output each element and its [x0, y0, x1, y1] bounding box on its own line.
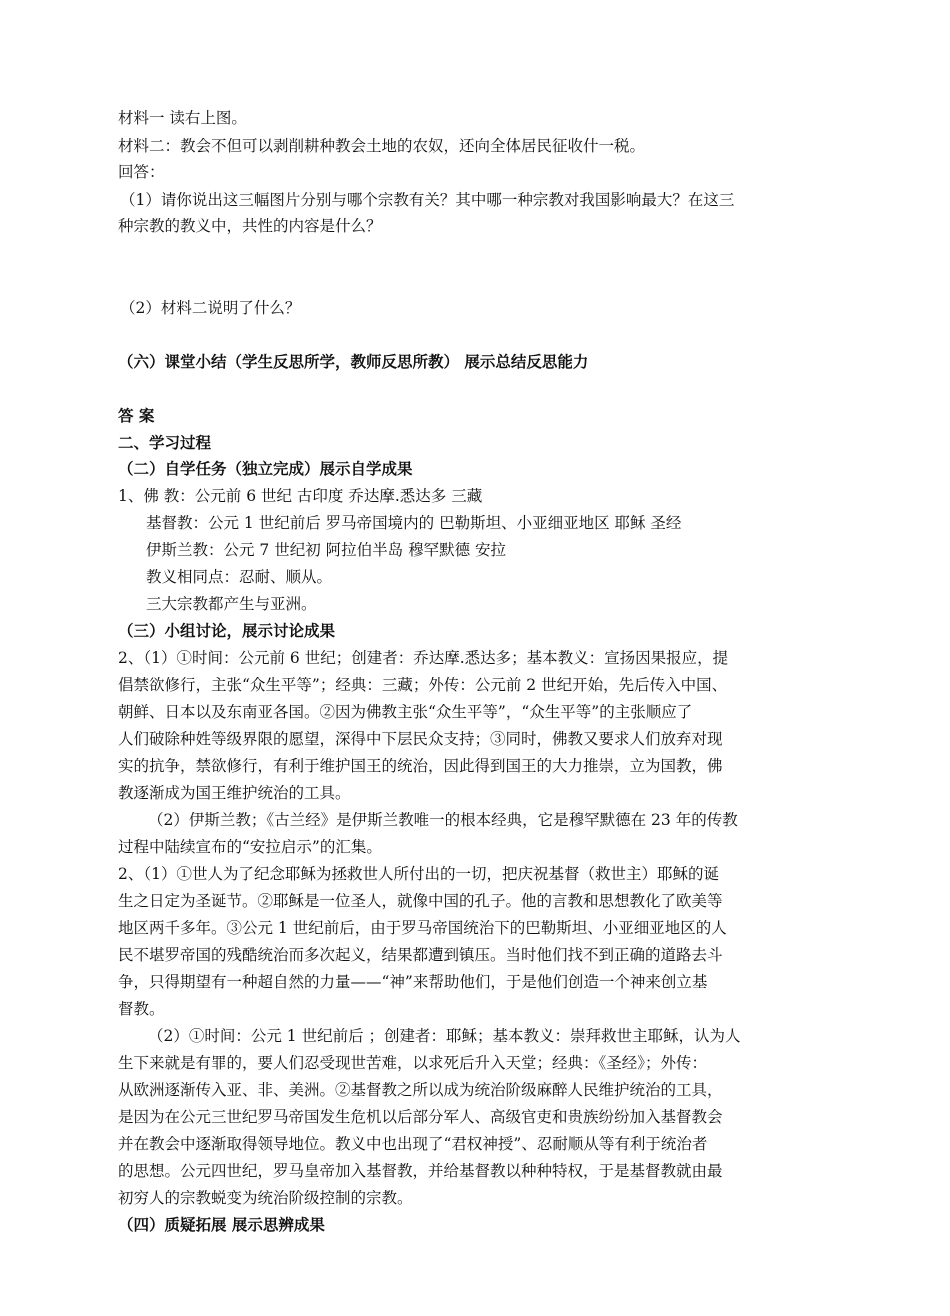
- answer-paragraph-line: 初穷人的宗教蜕变为统治阶级控制的宗教。: [118, 1189, 413, 1207]
- item-1-doctrine-common: 教义相同点：忍耐、顺从。: [146, 568, 333, 586]
- material-two-line: 材料二：教会不但可以剥削耕种教会土地的农奴，还向全体居民征收什一税。: [118, 137, 646, 155]
- answer-paragraph-line: 倡禁欲修行，主张“众生平等”；经典：三藏；外传：公元前 2 世纪开始，先后传入中国、: [118, 676, 728, 694]
- answer-paragraph-line: 督教。: [118, 1000, 165, 1018]
- item-1-origin: 三大宗教都产生与亚洲。: [146, 595, 317, 613]
- question-1-line-1: （1）请你说出这三幅图片分别与哪个宗教有关？其中哪一种宗教对我国影响最大？在这三: [120, 191, 735, 209]
- subsection-heading-self-study: （二）自学任务（独立完成）展示自学成果: [118, 459, 413, 478]
- answer-paragraph-line: 教逐渐成为国王维护统治的工具。: [118, 784, 351, 802]
- answer-paragraph-line: 人们破除种姓等级界限的愿望，深得中下层民众支持；③同时，佛教又要求人们放弃对现: [118, 730, 723, 748]
- answer-paragraph-line: 从欧洲逐渐传入亚、非、美洲。②基督教之所以成为统治阶级麻醉人民维护统治的工具，: [118, 1081, 723, 1099]
- answer-paragraph-line: 实的抗争，禁欲修行，有利于维护国王的统治，因此得到国王的大力推崇，立为国教，佛: [118, 757, 723, 775]
- answer-paragraph-line: 的思想。公元四世纪，罗马皇帝加入基督教，并给基督教以种种特权，于是基督教就由最: [118, 1162, 723, 1180]
- material-one-line: 材料一 读右上图。: [118, 109, 247, 127]
- answer-paragraph-line: 争，只得期望有一种超自然的力量——“神”来帮助他们，于是他们创造一个神来创立基: [118, 973, 708, 991]
- section-heading-learning-process: 二、学习过程: [118, 433, 212, 452]
- answer-paragraph-line: 朝鲜、日本以及东南亚各国。②因为佛教主张“众生平等”，“众生平等”的主张顺应了: [118, 703, 693, 721]
- answer-paragraph-line: （2）①时间：公元 1 世纪前后 ；创建者：耶稣；基本教义：崇拜救世主耶稣，认为人: [148, 1027, 741, 1045]
- answer-paragraph-line: 过程中陆续宣布的“安拉启示”的汇集。: [118, 838, 382, 856]
- summary-heading: （六）课堂小结（学生反思所学，教师反思所教） 展示总结反思能力: [118, 352, 589, 371]
- question-2: （2）材料二说明了什么？: [120, 299, 301, 317]
- subsection-heading-group-discussion: （三）小组讨论，展示讨论成果: [118, 621, 336, 640]
- item-1-islam: 伊斯兰教：公元 7 世纪初 阿拉伯半岛 穆罕默德 安拉: [146, 541, 506, 559]
- question-1-line-2: 种宗教的教义中，共性的内容是什么？: [118, 217, 382, 235]
- answer-paragraph-line: 地区两千多年。③公元 1 世纪前后，由于罗马帝国统治下的巴勒斯坦、小亚细亚地区的人: [118, 919, 727, 937]
- answer-paragraph-line: 民不堪罗帝国的残酷统治而多次起义，结果都遭到镇压。当时他们找不到正确的道路去斗: [118, 946, 723, 964]
- answer-paragraph-line: 生下来就是有罪的，要人们忍受现世苦难，以求死后升入天堂；经典：《圣经》；外传：: [118, 1054, 708, 1072]
- answer-paragraph-line: 是因为在公元三世纪罗马帝国发生危机以后部分军人、高级官吏和贵族纷纷加入基督教会: [118, 1108, 723, 1126]
- answer-paragraph-line: 2、（1）①时间：公元前 6 世纪；创建者：乔达摩.悉达多；基本教义：宣扬因果报应，提: [118, 649, 729, 667]
- answer-paragraph-line: 生之日定为圣诞节。②耶稣是一位圣人，就像中国的孔子。他的言教和思想教化了欧美等: [118, 892, 723, 910]
- answer-label: 回答：: [118, 163, 165, 181]
- answer-paragraph-line: 并在教会中逐渐取得领导地位。教义中也出现了“君权神授”、忍耐顺从等有利于统治者: [118, 1135, 708, 1153]
- answer-paragraph-line: 2、（1）①世人为了纪念耶稣为拯救世人所付出的一切，把庆祝基督（救世主）耶稣的诞: [118, 865, 719, 883]
- answer-paragraph-line: （2）伊斯兰教；《古兰经》是伊斯兰教唯一的根本经典，它是穆罕默德在 23 年的传教: [148, 811, 738, 829]
- item-1-buddhism: 1、佛 教：公元前 6 世纪 古印度 乔达摩.悉达多 三藏: [118, 487, 483, 505]
- answers-title: 答 案: [118, 406, 155, 425]
- item-1-christianity: 基督教：公元 1 世纪前后 罗马帝国境内的 巴勒斯坦、小亚细亚地区 耶稣 圣经: [146, 514, 682, 532]
- subsection-heading-questioning: （四）质疑拓展 展示思辨成果: [118, 1215, 325, 1234]
